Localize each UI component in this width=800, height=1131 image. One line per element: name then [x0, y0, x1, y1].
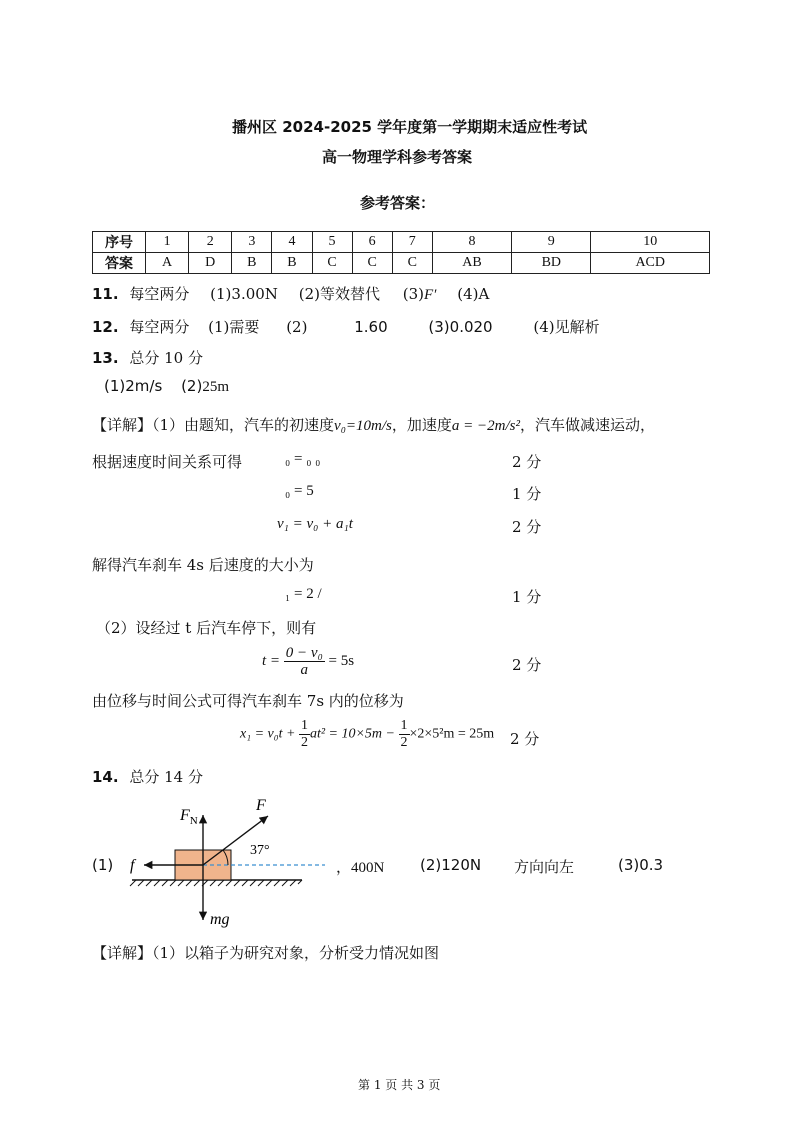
q13-eq6-f1-numerator: 1 [300, 718, 308, 733]
table-cell: 2 [189, 232, 232, 253]
q12-answer-3: (3)0.020 [428, 318, 493, 336]
row-label-answer: 答案 [93, 253, 146, 274]
q13-answer-2-label: (2) [181, 377, 203, 395]
q13-eq6-b: at² = 10×5m − [309, 726, 395, 742]
q13-detail-tail: ，汽车做减速运动， [520, 416, 656, 434]
table-cell: 9 [512, 232, 591, 253]
q13-initial-velocity: v₀=10m/s [334, 418, 392, 434]
table-cell: 4 [272, 232, 312, 253]
q13-eq6-f2-numerator: 1 [400, 718, 408, 733]
table-cell: 1 [146, 232, 189, 253]
table-cell: BD [512, 253, 591, 274]
row-label-number: 序号 [93, 232, 146, 253]
table-cell: D [189, 253, 232, 274]
table-cell: 3 [232, 232, 272, 253]
q11-answer-2: (2)等效替代 [298, 285, 380, 303]
q13-part2: （2）设经过 t 后汽车停下，则有 [96, 619, 317, 637]
q12-answer-2: 1.60 [354, 318, 388, 336]
table-cell: C [392, 253, 432, 274]
q13-detail-prefix: 【详解】（1）由题知，汽车的初速度 [92, 416, 335, 434]
q13-acceleration: a = −2m/s² [451, 418, 520, 434]
q13-number: 13. [92, 349, 119, 367]
table-cell: 7 [392, 232, 432, 253]
gravity-label: mg [210, 911, 230, 928]
q13-eq5-numerator: 0 − v₀ [285, 645, 323, 661]
q13-points-4: 1 分 [512, 588, 542, 606]
q11-line [92, 283, 489, 304]
q13-answer-1: (1)2m/s [104, 377, 163, 395]
q14-answer-3: (3)0.3 [618, 856, 664, 874]
normal-force-label: $F_N$ [180, 807, 198, 827]
q13-eq5-left: t = [262, 652, 281, 669]
q13-points-3: 2 分 [512, 518, 542, 536]
q14-number: 14. [92, 768, 119, 786]
q11-answer-3: F′ [424, 287, 437, 303]
q13-eq3: v₁ = v₀ + a₁t [277, 516, 353, 532]
q13-displacement-text: 由位移与时间公式可得汽车刹车 7s 内的位移为 [92, 692, 404, 710]
table-row [93, 253, 710, 274]
q14-score: 总分 14 分 [129, 768, 203, 786]
q13-points-6: 2 分 [510, 730, 540, 748]
table-cell: 5 [312, 232, 352, 253]
q13-eq6-c: ×2×5²m = 25m [409, 726, 495, 742]
q13-line2: 根据速度时间关系可得 [92, 453, 243, 471]
exam-subtitle: 高一物理学科参考答案 [322, 148, 473, 166]
q13-eq6-f2-denominator: 2 [400, 735, 408, 750]
q13-score: 总分 10 分 [129, 349, 203, 367]
q13-eq6-fraction-1 [299, 718, 310, 751]
table-cell: C [352, 253, 392, 274]
q14-header [92, 766, 203, 787]
angle-label: 37° [250, 843, 270, 858]
q12-answer-2-label: (2) [286, 318, 308, 336]
table-cell: ACD [591, 253, 710, 274]
q13-eq5-denominator: a [300, 662, 309, 678]
section-title: 参考答案： [360, 194, 436, 212]
table-cell: AB [432, 253, 511, 274]
q13-eq6-a: x₁ = v₀t + [240, 726, 296, 742]
q13-detail-mid: ，加速度 [391, 416, 452, 434]
exam-title: 播州区 2024-2025 学年度第一学期期末适应性考试 [232, 118, 588, 136]
q12-line [92, 316, 600, 337]
page-footer: 第 1 页 共 3 页 [358, 1078, 441, 1092]
q13-eq4: ₁ = 2 / [285, 586, 322, 602]
q12-answer-1: (1)需要 [208, 318, 260, 336]
q13-points-5: 2 分 [512, 656, 542, 674]
q12-answer-4: (4)见解析 [533, 318, 600, 336]
table-cell: C [312, 253, 352, 274]
table-cell: 6 [352, 232, 392, 253]
q12-note: 每空两分 [129, 318, 190, 336]
q12-number: 12. [92, 318, 119, 336]
applied-force-label: F [256, 797, 266, 814]
q13-eq2: ₀ = 5 [285, 483, 314, 499]
q13-eq6-fraction-2 [399, 718, 410, 751]
q11-number: 11. [92, 285, 119, 303]
ground-hatching [130, 880, 302, 886]
q14-detail: 【详解】（1）以箱子为研究对象，分析受力情况如图 [92, 944, 440, 962]
q13-points-1: 2 分 [512, 453, 542, 471]
table-cell: B [272, 253, 312, 274]
q13-eq5-fraction [284, 645, 325, 678]
q13-points-2: 1 分 [512, 485, 542, 503]
friction-label: f [130, 857, 135, 874]
table-row [93, 232, 710, 253]
q11-answer-4: (4)A [457, 285, 490, 303]
q13-eq5 [262, 645, 354, 678]
q13-answer-2: 25m [202, 379, 229, 395]
force-diagram [110, 790, 340, 930]
answer-table [92, 231, 710, 274]
q13-eq6 [240, 718, 494, 751]
q11-answer-1: (1)3.00N [210, 285, 278, 303]
q14-answer-2: (2)120N [420, 856, 482, 874]
q11-answer-3-label: (3) [402, 285, 424, 303]
table-cell: B [232, 253, 272, 274]
q13-header [92, 347, 203, 368]
q13-detail-line [92, 414, 655, 435]
table-cell: 10 [591, 232, 710, 253]
q13-answers [104, 377, 229, 396]
q13-eq6-f1-denominator: 2 [300, 735, 308, 750]
table-cell: A [146, 253, 189, 274]
q13-eq5-right: = 5s [328, 652, 355, 669]
q14-direction: 方向向左 [514, 858, 575, 876]
q13-eq1: ₀ = ₀ ₀ [285, 451, 321, 467]
q13-result-text: 解得汽车刹车 4s 后速度的大小为 [92, 556, 314, 574]
table-cell: 8 [432, 232, 511, 253]
q14-answer-1: ，400N [336, 860, 385, 876]
q14-answer-1-label: (1) [92, 856, 114, 874]
q11-note: 每空两分 [129, 285, 190, 303]
